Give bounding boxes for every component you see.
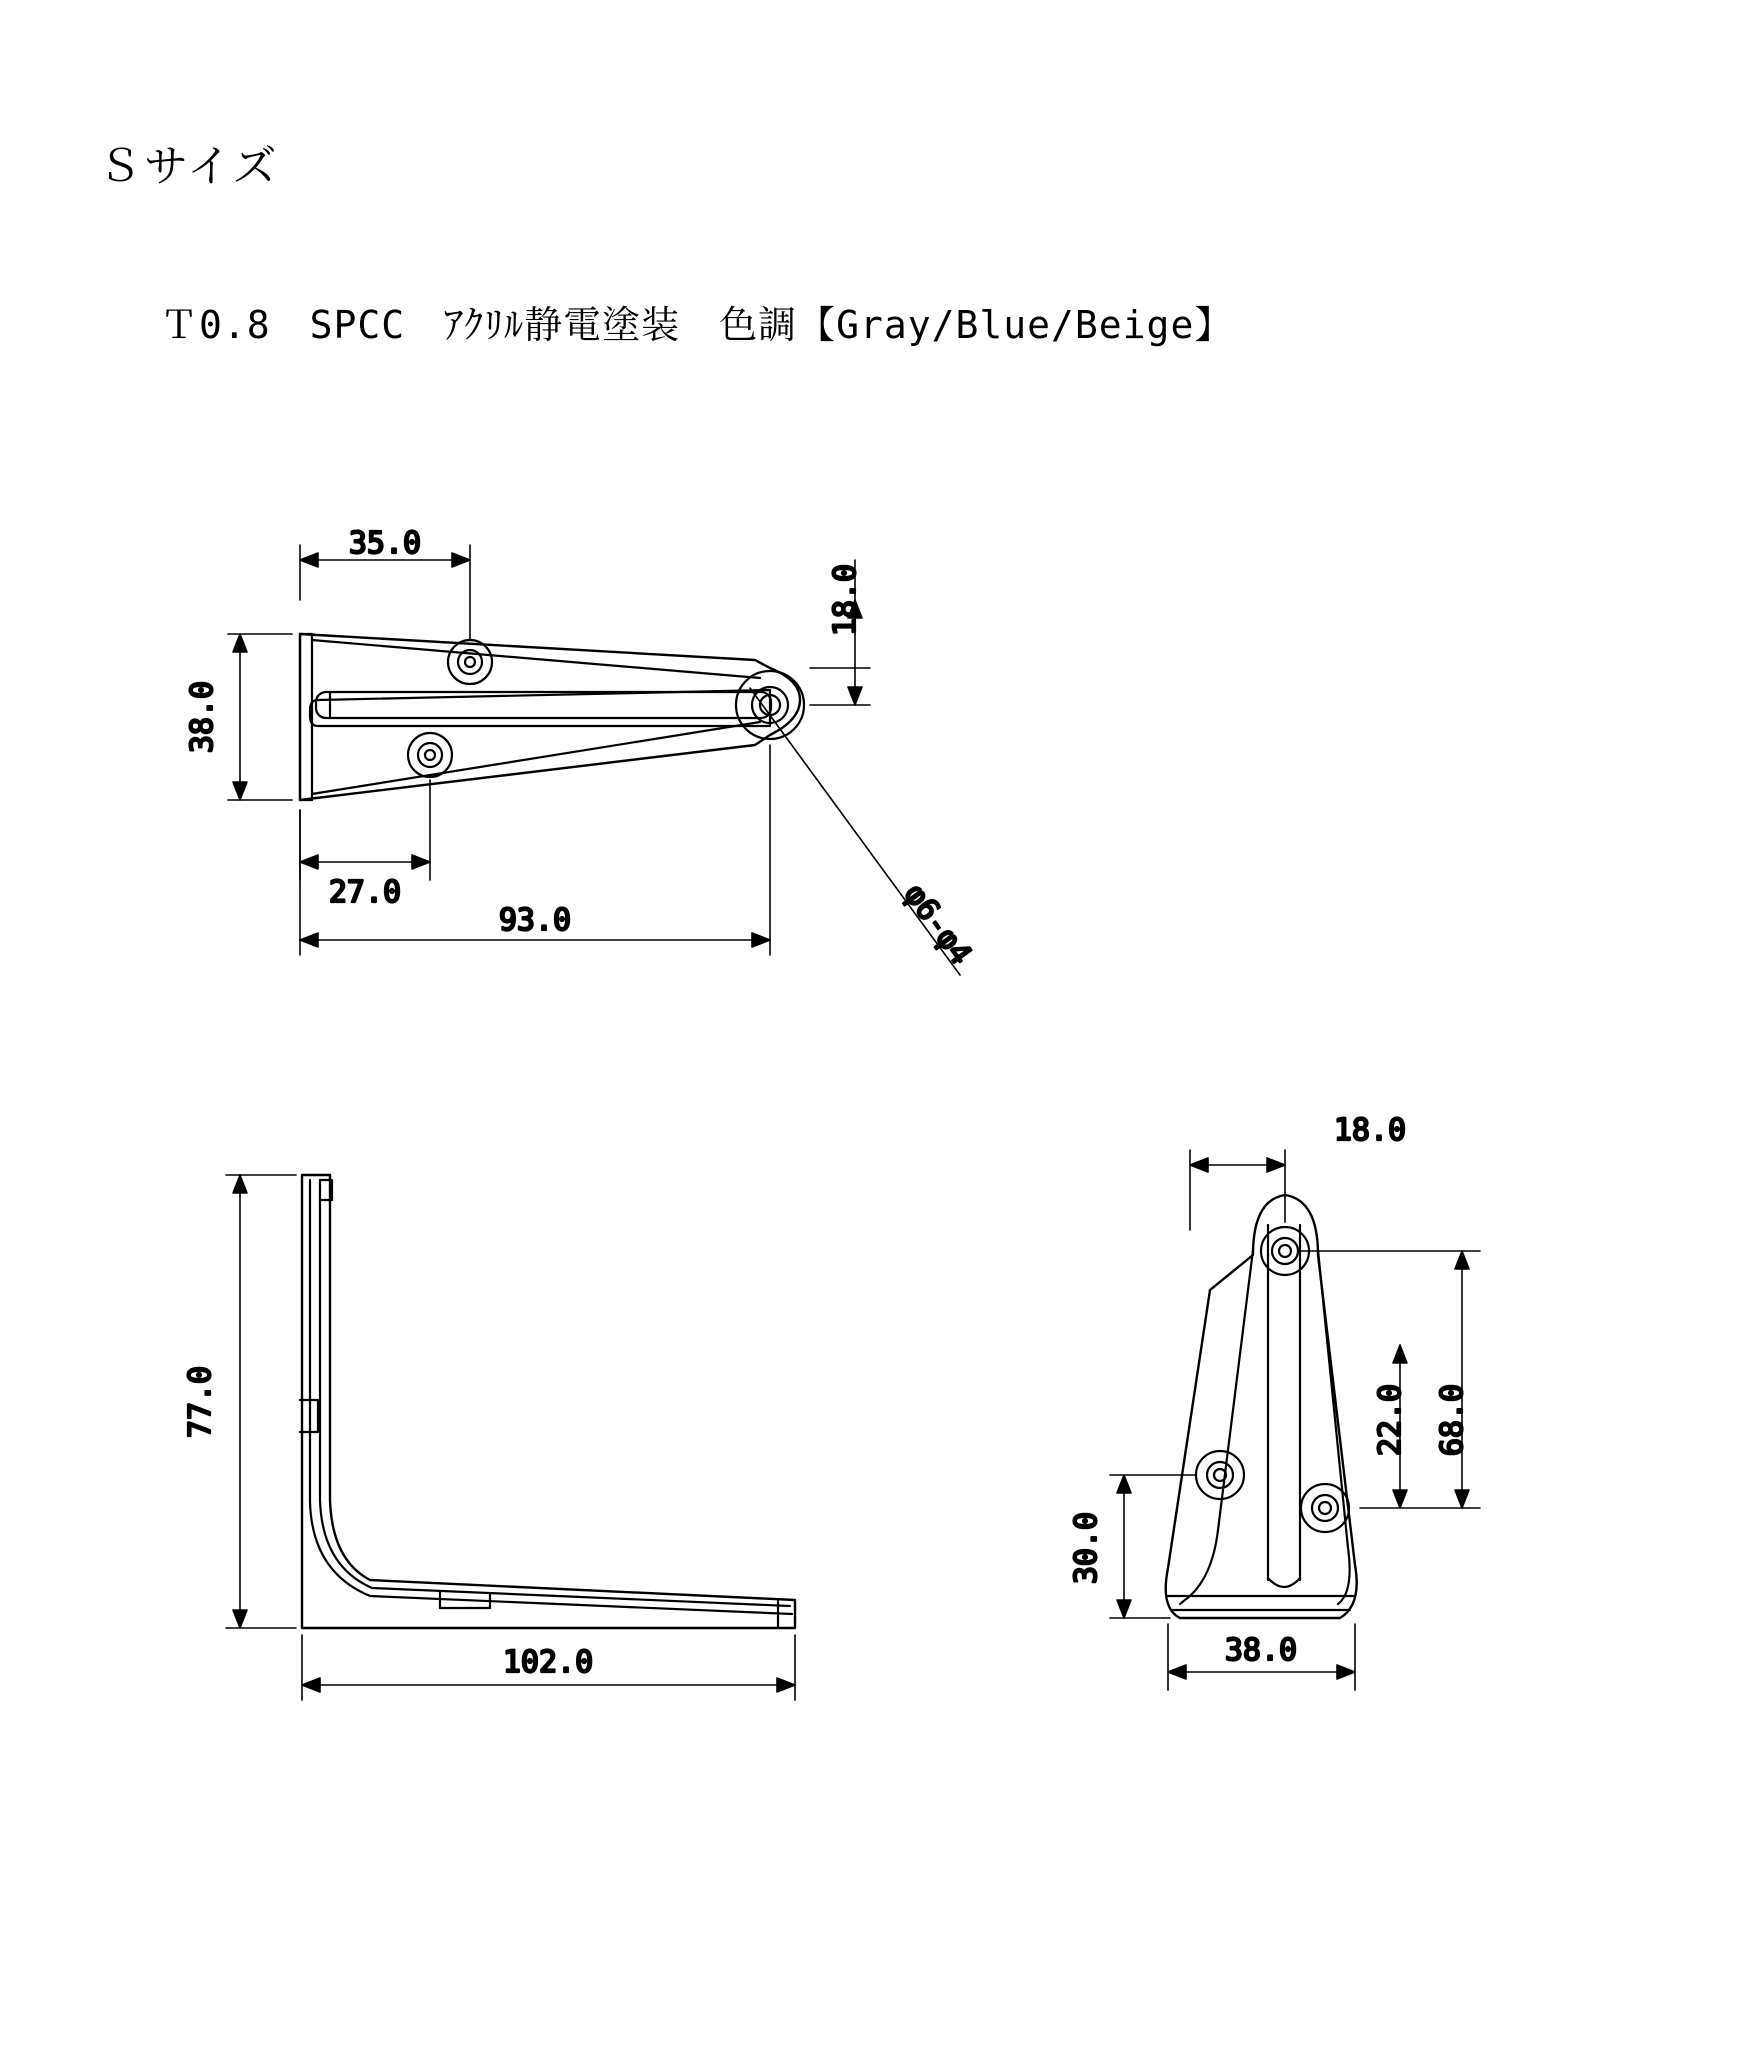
material-spec-text: Ｔ0.8 SPCC ｱｸﾘﾙ静電塗装 色調【Gray/Blue/Beige】 (160, 303, 1234, 347)
side-view-dimensions (226, 1175, 795, 1700)
top-view-geometry (300, 634, 804, 800)
dim-front-22: 22.0 (1373, 1383, 1408, 1457)
dim-front-18: 18.0 (1333, 1113, 1407, 1148)
page-title: Ｓサイズ (98, 141, 279, 192)
dim-top-18: 18.0 (828, 563, 863, 637)
dim-front-38: 38.0 (1224, 1633, 1298, 1668)
dim-top-35: 35.0 (348, 526, 422, 561)
dim-side-77: 77.0 (183, 1365, 218, 1439)
front-view-geometry (1166, 1195, 1357, 1618)
dim-front-30: 30.0 (1069, 1511, 1104, 1585)
dim-front-68: 68.0 (1435, 1383, 1470, 1457)
dim-side-102: 102.0 (502, 1645, 594, 1680)
dim-top-hole: φ6-φ4 (896, 877, 979, 972)
dim-top-38: 38.0 (185, 680, 220, 754)
side-view-geometry (300, 1175, 795, 1628)
dim-top-93: 93.0 (498, 903, 572, 938)
dim-top-27: 27.0 (328, 875, 402, 910)
